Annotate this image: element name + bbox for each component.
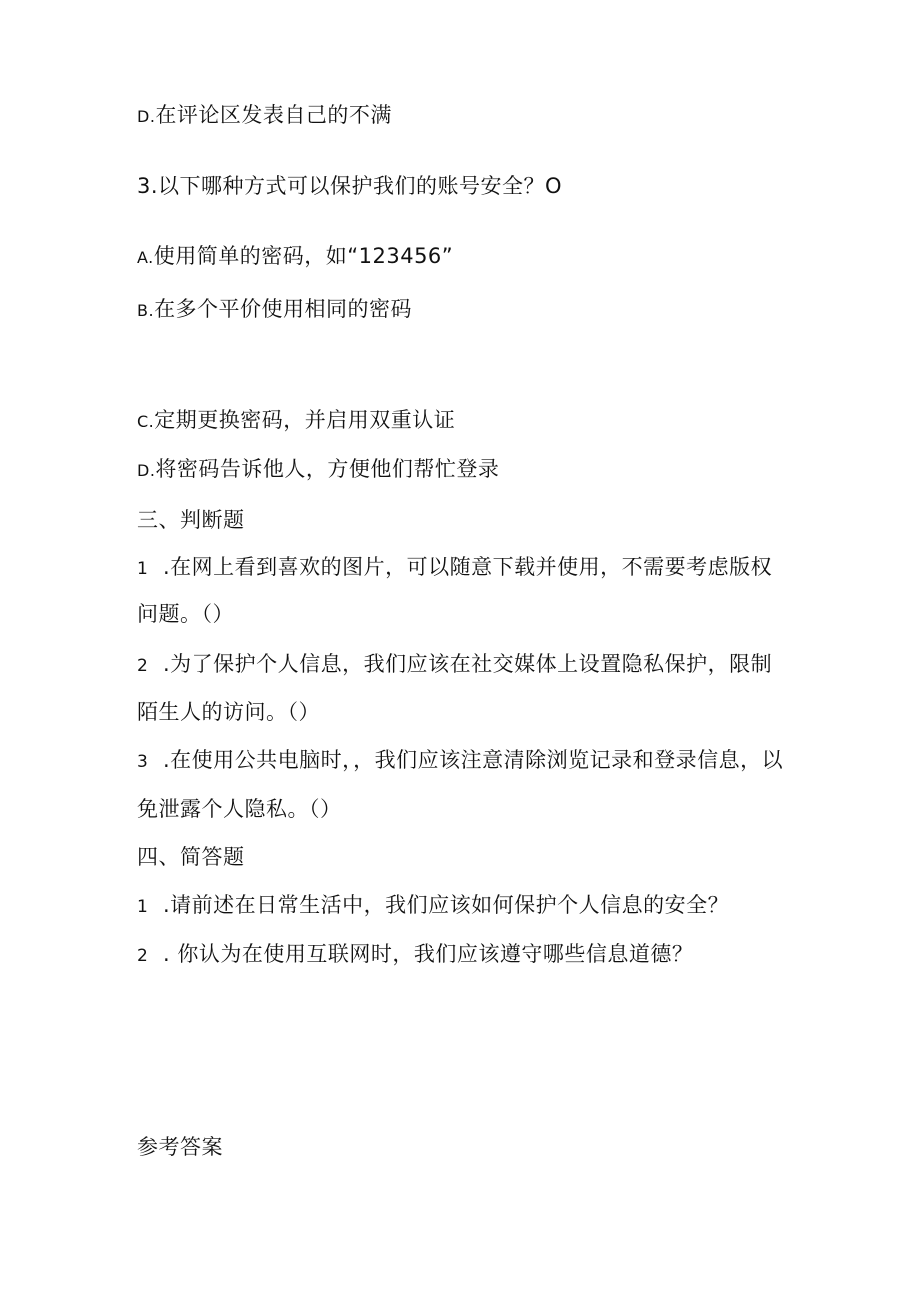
option-letter: D. [137,461,156,480]
judgement-heading: 三、判断题 [137,508,245,532]
judgement-item-2 [137,650,772,680]
q3-stem: 3.以下哪种方式可以保护我们的账号安全？O [137,174,563,198]
option-text: 将密码告诉他人，方便他们帮忙登录 [155,457,500,481]
judgement-item-1-cont: 问题。（） [137,602,234,626]
option-letter: B. [137,301,155,320]
short-answer-heading: 四、简答题 [137,845,245,869]
judgement-item-3-cont: 免泄露个人隐私。（） [137,797,342,821]
item-text: . 你认为在使用互联网时，我们应该遵守哪些信息道德？ [163,942,694,966]
q3-option-d [137,455,499,485]
option-text: 在多个平价使用相同的密码 [154,297,413,321]
item-text: .为了保护个人信息，我们应该在社交媒体上设置隐私保护，限制 [163,652,773,676]
option-text: 使用简单的密码，如“123456” [153,244,454,268]
q3-option-c [137,406,455,436]
item-text: .在使用公共电脑时，，我们应该注意清除浏览记录和登录信息，以 [163,748,784,772]
option-text: 在评论区发表自己的不满 [155,103,392,127]
item-text: .在网上看到喜欢的图片，可以随意下载并使用，不需要考虑版权 [163,555,773,579]
option-text: 定期更换密码，并启用双重认证 [154,408,456,432]
option-letter: A. [137,248,154,267]
item-number: 2 [137,946,149,966]
short-answer-item-1 [137,891,729,921]
reference-answer-heading: 参考答案 [137,1135,223,1159]
judgement-item-2-cont: 陌生人的访问。（） [137,700,320,724]
option-letter: C. [137,412,155,431]
short-answer-item-2 [137,940,693,970]
judgement-item-1 [137,553,772,583]
item-text: .请前述在日常生活中，我们应该如何保护个人信息的安全？ [163,893,730,917]
q3-option-b [137,295,412,325]
q3-option-a [137,242,453,272]
option-letter: D. [137,107,156,126]
item-number: 1 [137,559,149,579]
judgement-item-3 [137,746,783,776]
item-number: 3 [137,752,149,772]
item-number: 2 [137,656,149,676]
item-number: 1 [137,897,149,917]
q2-option-d [137,101,392,131]
